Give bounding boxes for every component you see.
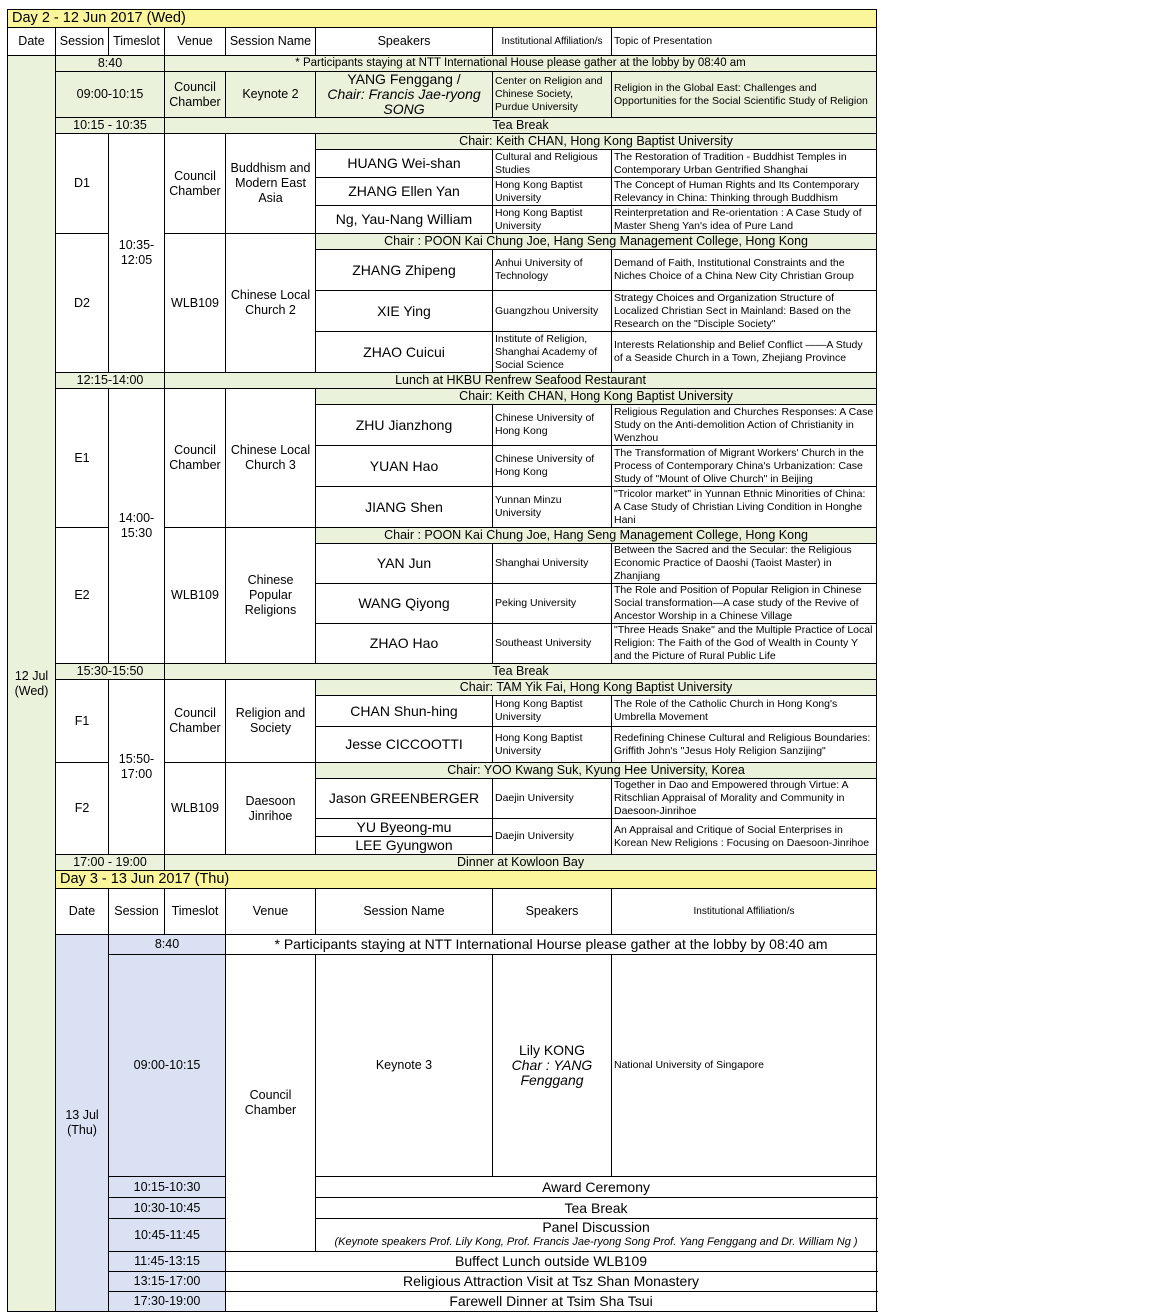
e1-topic-3: "Tricolor market" in Yunnan Ethnic Minorities of China: A Case Study of Christian Living Condition in Honghe Hani [612,487,877,528]
f1-affiliation-2: Hong Kong Baptist University [493,727,612,763]
e1-topic-2: The Transformation of Migrant Workers' Church in the Process of Contemporary China's Urbanization: Case Study of "Mount of Olive Church" in Beijing [612,446,877,487]
keynote2-topic: Religion in the Global East: Challenges and Opportunities for the Social Scientific Study of Religion [612,72,877,118]
d1-topic-2: The Concept of Human Rights and Its Contemporary Relevancy in China: Thinking through Buddhism [612,178,877,206]
day3-title: Day 3 - 13 Jun 2017 (Thu) [56,871,877,889]
f1-chair-row [8,680,877,696]
day3-title-row [8,871,877,889]
farewell-time: 17:30-19:00 [109,1292,226,1312]
d1-speaker-2: ZHANG Ellen Yan [316,178,493,206]
day3-header-row [8,889,877,935]
keynote3-affiliation: National University of Singapore [612,955,877,1177]
d1-topic-3: Reinterpretation and Re-orientation : A Case Study of Master Sheng Yan's idea of Pure Land [612,206,877,234]
header-date: Date [56,889,109,935]
tea1-time: 10:15 - 10:35 [56,118,165,134]
day3-tea-row [8,1198,877,1219]
day2-gather-note: * Participants staying at NTT International House please gather at the lobby by 08:40 am [165,56,877,72]
e1-affiliation-1: Chinese University of Hong Kong [493,405,612,446]
d1-venue: Council Chamber [165,134,226,234]
header-session: Session [109,889,165,935]
f2-session-name: Daesoon Jinrihoe [226,763,316,855]
e1-speaker-2: YUAN Hao [316,446,493,487]
d2-topic-2: Strategy Choices and Organization Structure of Localized Christian Sect in Mainland: Based on the Research on the "Disciple Society" [612,291,877,332]
f1-topic-2: Redefining Chinese Cultural and Religious Boundaries: Griffith John's "Jesus Holy Religion Sanzijing" [612,727,877,763]
day2-tea1-row [8,118,877,134]
d1-speaker-1: HUANG Wei-shan [316,150,493,178]
day3-venue: Council Chamber [226,955,316,1252]
e1-chair: Chair: Keith CHAN, Hong Kong Baptist University [316,389,877,405]
d1-affiliation-1: Cultural and Religious Studies [493,150,612,178]
day2-gather-time: 8:40 [56,56,165,72]
e2-topic-1: Between the Sacred and the Secular: the Religious Economic Practice of Daoshi (Taoist Master) in Zhanjiang [612,544,877,584]
e2-speaker-1: YAN Jun [316,544,493,584]
day3-gather-row [8,935,877,955]
d1-chair-row [8,134,877,150]
tea2-label: Tea Break [165,664,877,680]
day3-farewell-row [8,1292,877,1312]
d2-speaker-3: ZHAO Cuicui [316,332,493,373]
block3-timeslot: 15:50- 17:00 [109,680,165,855]
d1-affiliation-3: Hong Kong Baptist University [493,206,612,234]
d2-speaker-1: ZHANG Zhipeng [316,250,493,291]
day2-tea2-row [8,664,877,680]
block2-timeslot: 14:00- 15:30 [109,389,165,664]
panel-cell: Panel Discussion (Keynote speakers Prof. Lily Kong, Prof. Francis Jae-ryong Song Prof. Yang Fenggang and Dr. William Ng ) [316,1219,877,1252]
e2-topic-3: "Three Heads Snake" and the Multiple Practice of Local Religion: The Faith of the God of Wealth in County Y and the Picture of Rural Public Life [612,624,877,664]
header-session-name: Session Name [316,889,493,935]
header-topic: Topic of Presentation [612,28,877,56]
header-session-name: Session Name [226,28,316,56]
day3-keynote-row [8,955,877,1177]
d2-affiliation-2: Guangzhou University [493,291,612,332]
e2-session: E2 [56,528,109,664]
e1-chair-row [8,389,877,405]
d2-session: D2 [56,234,109,373]
day2-date-cell: 12 Jul (Wed) [8,56,56,1312]
e2-speaker-3: ZHAO Hao [316,624,493,664]
d1-session-name: Buddhism and Modern East Asia [226,134,316,234]
dinner-time: 17:00 - 19:00 [56,855,165,871]
header-session: Session [56,28,109,56]
day2-title: Day 2 - 12 Jun 2017 (Wed) [8,10,877,28]
f2-speaker-3: LEE Gyungwon [316,837,493,855]
d1-chair: Chair: Keith CHAN, Hong Kong Baptist University [316,134,877,150]
f1-venue: Council Chamber [165,680,226,763]
day3-tea-time: 10:30-10:45 [109,1198,226,1219]
e2-venue: WLB109 [165,528,226,664]
day2-title-row [8,10,877,28]
schedule-table [7,9,877,1312]
e1-affiliation-3: Yunnan Minzu University [493,487,612,528]
e2-affiliation-2: Peking University [493,584,612,624]
d2-session-name: Chinese Local Church 2 [226,234,316,373]
e1-speaker-3: JIANG Shen [316,487,493,528]
e2-speaker-2: WANG Qiyong [316,584,493,624]
header-speakers: Speakers [493,889,612,935]
tea1-label: Tea Break [165,118,877,134]
visit-label: Religious Attraction Visit at Tsz Shan Monastery [226,1272,877,1292]
f2-chair: Chair: YOO Kwang Suk, Kyung Hee University, Korea [316,763,877,779]
lunch-time: 12:15-14:00 [56,373,165,389]
e1-venue: Council Chamber [165,389,226,528]
d2-topic-1: Demand of Faith, Institutional Constraints and the Niches Choice of a China New City Christian Group [612,250,877,291]
e1-session-name: Chinese Local Church 3 [226,389,316,528]
farewell-label: Farewell Dinner at Tsim Sha Tsui [226,1292,877,1312]
block1-timeslot: 10:35- 12:05 [109,134,165,373]
e1-affiliation-2: Chinese University of Hong Kong [493,446,612,487]
d2-topic-3: Interests Relationship and Belief Conflict ——A Study of a Seaside Church in a Town, Zhejiang Province [612,332,877,373]
f1-speaker-2: Jesse CICCOOTTI [316,727,493,763]
day3-lunch-label: Buffect Lunch outside WLB109 [226,1252,877,1272]
d2-chair: Chair : POON Kai Chung Joe, Hang Seng Management College, Hong Kong [316,234,877,250]
day3-date-cell: 13 Jul (Thu) [56,935,109,1312]
header-affiliation: Institutional Affiliation/s [493,28,612,56]
d2-speaker-2: XIE Ying [316,291,493,332]
day2-keynote-row [8,72,877,118]
f2-session: F2 [56,763,109,855]
award-label: Award Ceremony [316,1177,877,1198]
f2-venue: WLB109 [165,763,226,855]
e2-topic-2: The Role and Position of Popular Religion in Chinese Social transformation—A case study of the Revive of Ancestor Worship in a Chinese Village [612,584,877,624]
d1-speaker-3: Ng, Yau-Nang William [316,206,493,234]
day2-lunch-row [8,373,877,389]
f1-speaker-1: CHAN Shun-hing [316,696,493,727]
keynote3-name: Keynote 3 [316,955,493,1177]
d1-topic-1: The Restoration of Tradition - Buddhist Temples in Contemporary Urban Gentrified Shanghai [612,150,877,178]
f2-affiliation-2: Daejin University [493,819,612,855]
schedule-document [7,9,876,1312]
keynote2-name: Keynote 2 [226,72,316,118]
f2-affiliation-1: Daejin University [493,779,612,819]
f2-topic-2: An Appraisal and Critique of Social Enterprises in Korean New Religions : Focusing on Daesoon-Jinrihoe [612,819,877,855]
d2-venue: WLB109 [165,234,226,373]
header-affiliation: Institutional Affiliation/s [612,889,877,935]
keynote2-venue: Council Chamber [165,72,226,118]
f1-session-name: Religion and Society [226,680,316,763]
e2-affiliation-1: Shanghai University [493,544,612,584]
f2-speaker-1: Jason GREENBERGER [316,779,493,819]
f1-topic-1: The Role of the Catholic Church in Hong Kong's Umbrella Movement [612,696,877,727]
day2-header-row [8,28,877,56]
day3-lunch-time: 11:45-13:15 [109,1252,226,1272]
panel-time: 10:45-11:45 [109,1219,226,1252]
dinner-label: Dinner at Kowloon Bay [165,855,877,871]
e1-speaker-1: ZHU Jianzhong [316,405,493,446]
keynote3-speaker: Lily KONG Char : YANG Fenggang [493,955,612,1177]
f2-topic-1: Together in Dao and Empowered through Virtue: A Ritschlian Appraisal of Morality and Community in Daesoon-Jinrihoe [612,779,877,819]
keynote2-affiliation: Center on Religion and Chinese Society, Purdue University [493,72,612,118]
keynote3-time: 09:00-10:15 [109,955,226,1177]
header-venue: Venue [226,889,316,935]
d1-session: D1 [56,134,109,234]
f1-chair: Chair: TAM Yik Fai, Hong Kong Baptist University [316,680,877,696]
day3-award-row [8,1177,877,1198]
f1-session: F1 [56,680,109,763]
day3-tea-label: Tea Break [316,1198,877,1219]
day3-panel-row [8,1219,877,1252]
visit-time: 13:15-17:00 [109,1272,226,1292]
keynote2-time: 09:00-10:15 [56,72,165,118]
header-venue: Venue [165,28,226,56]
header-date: Date [8,28,56,56]
day2-gather-row [8,56,877,72]
tea2-time: 15:30-15:50 [56,664,165,680]
award-time: 10:15-10:30 [109,1177,226,1198]
e2-session-name: Chinese Popular Religions [226,528,316,664]
f2-speaker-2: YU Byeong-mu [316,819,493,837]
day3-lunch-row [8,1252,877,1272]
d2-affiliation-3: Institute of Religion, Shanghai Academy of Social Science [493,332,612,373]
e1-topic-1: Religious Regulation and Churches Responses: A Case Study on the Anti-demolition Action of Christianity in Wenzhou [612,405,877,446]
day3-gather-time: 8:40 [109,935,226,955]
day2-dinner-row [8,855,877,871]
header-timeslot: Timeslot [165,889,226,935]
header-timeslot: Timeslot [109,28,165,56]
lunch-label: Lunch at HKBU Renfrew Seafood Restaurant [165,373,877,389]
d1-affiliation-2: Hong Kong Baptist University [493,178,612,206]
header-speakers: Speakers [316,28,493,56]
e2-affiliation-3: Southeast University [493,624,612,664]
d2-affiliation-1: Anhui University of Technology [493,250,612,291]
keynote2-speaker: YANG Fenggang / Chair: Francis Jae-ryong SONG [316,72,493,118]
e1-session: E1 [56,389,109,528]
e2-chair: Chair : POON Kai Chung Joe, Hang Seng Management College, Hong Kong [316,528,877,544]
f1-affiliation-1: Hong Kong Baptist University [493,696,612,727]
day3-gather-note: * Participants staying at NTT International Hourse please gather at the lobby by 08:40 am [226,935,877,955]
day3-visit-row [8,1272,877,1292]
